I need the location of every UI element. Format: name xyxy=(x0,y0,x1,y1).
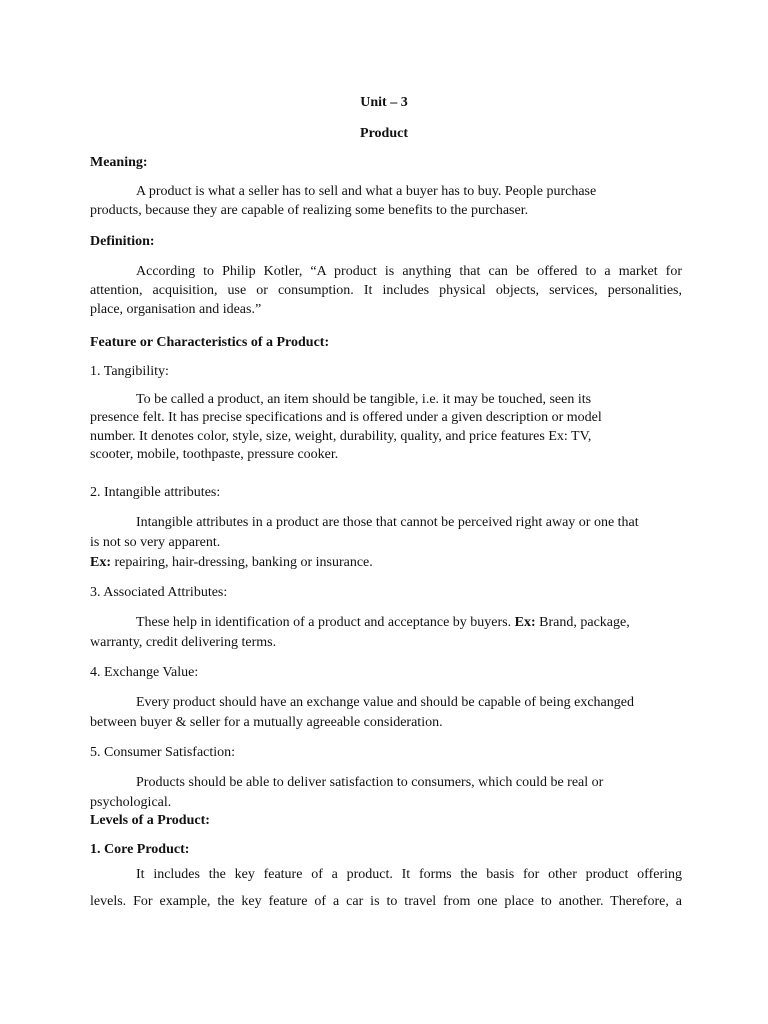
meaning-heading: Meaning: xyxy=(90,155,148,170)
feature-text: To be called a product, an item should be tangible, i.e. it may be touched, seen its xyxy=(136,392,592,407)
feature-title-associated: 3. Associated Attributes: xyxy=(90,585,228,600)
features-heading: Feature or Characteristics of a Product: xyxy=(90,335,330,350)
feature-text: number. It denotes color, style, size, weight, durability, quality, and price features Ex: TV, xyxy=(90,429,592,444)
associated-text-post: Brand, package, xyxy=(535,615,630,630)
feature-text: presence felt. It has precise specifications and is offered under a given description or model xyxy=(90,410,602,425)
core-product-title: 1. Core Product: xyxy=(90,842,190,857)
feature-title-satisfaction: 5. Consumer Satisfaction: xyxy=(90,745,236,760)
meaning-line: A product is what a seller has to sell and what a buyer has to buy. People purchase xyxy=(136,184,597,199)
feature-text: scooter, mobile, toothpaste, pressure cooker. xyxy=(90,447,339,462)
definition-line: place, organisation and ideas.” xyxy=(90,302,262,317)
example-label: Ex: xyxy=(90,555,111,570)
definition-heading: Definition: xyxy=(90,234,155,249)
definition-line: attention, acquisition, use or consumption. It includes physical objects, services, personalities, xyxy=(90,283,682,298)
feature-text: psychological. xyxy=(90,795,172,810)
feature-text: is not so very apparent. xyxy=(90,535,221,550)
core-product-line: levels. For example, the key feature of a car is to travel from one place to another. Therefore, a xyxy=(90,894,682,909)
feature-title-exchange: 4. Exchange Value: xyxy=(90,665,199,680)
example-text: repairing, hair-dressing, banking or insurance. xyxy=(111,555,373,570)
feature-text: warranty, credit delivering terms. xyxy=(90,635,277,650)
unit-title: Unit – 3 xyxy=(360,95,408,110)
meaning-line: products, because they are capable of realizing some benefits to the purchaser. xyxy=(90,203,529,218)
feature-title-intangible: 2. Intangible attributes: xyxy=(90,485,221,500)
feature-text xyxy=(136,613,630,632)
associated-text-pre: These help in identification of a product and acceptance by buyers. xyxy=(136,615,515,630)
page-title: Product xyxy=(360,126,408,141)
feature-text: Products should be able to deliver satisfaction to consumers, which could be real or xyxy=(136,775,604,790)
example-label: Ex: xyxy=(514,615,536,630)
feature-title-tangibility: 1. Tangibility: xyxy=(90,364,169,379)
example-line xyxy=(90,553,373,572)
feature-text: between buyer & seller for a mutually agreeable consideration. xyxy=(90,715,443,730)
definition-line: According to Philip Kotler, “A product is anything that can be offered to a market for xyxy=(136,264,682,279)
feature-text: Intangible attributes in a product are those that cannot be perceived right away or one that xyxy=(136,515,639,530)
feature-text: Every product should have an exchange value and should be capable of being exchanged xyxy=(136,695,634,710)
levels-heading: Levels of a Product: xyxy=(90,813,210,828)
core-product-line: It includes the key feature of a product. It forms the basis for other product offering xyxy=(136,867,682,882)
